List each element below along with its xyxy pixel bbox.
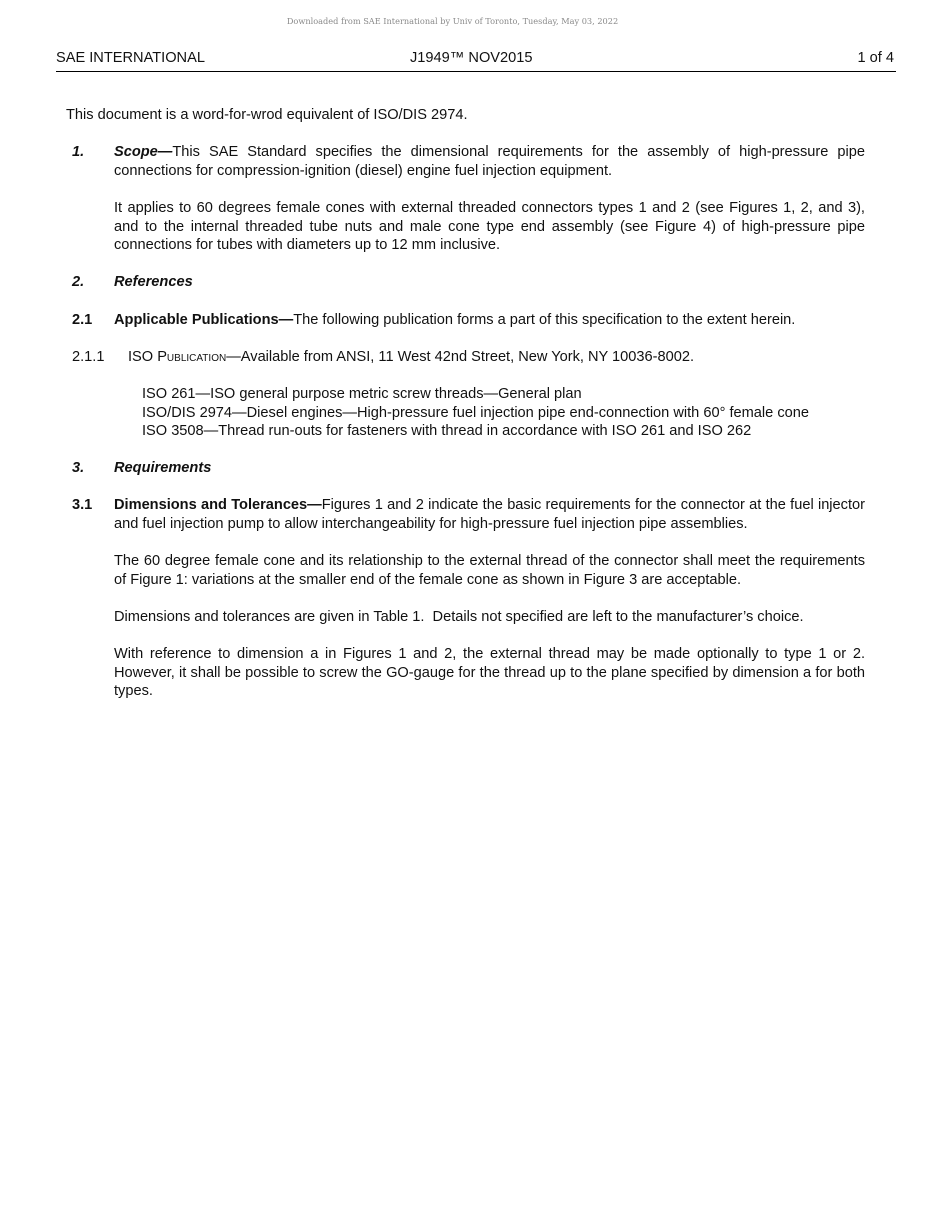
section-dimensions-tolerances	[66, 496, 865, 701]
reference-item: ISO 261—ISO general purpose metric screw threads—General plan	[142, 385, 582, 402]
section-title: Applicable Publications—	[114, 311, 294, 328]
section-text: The following publication forms a part of this specification to the extent herein.	[293, 311, 796, 328]
reference-item: ISO/DIS 2974—Diesel engines—High-pressure fuel injection pipe end-connection with 60° female cone	[142, 404, 809, 421]
section-number: 1.	[72, 144, 85, 161]
section-number: 3.1	[72, 497, 93, 514]
page-header	[56, 49, 896, 72]
reference-list	[142, 385, 865, 441]
dimensions-paragraph-4: With reference to dimension a in Figures 1 and 2, the external thread may be made optionally to type 1 or 2. However, it shall be possible to screw the GO-gauge for the thread up to the plane specified by dimension a for both types.	[114, 646, 865, 700]
section-references	[66, 273, 865, 292]
section-scope	[66, 143, 865, 255]
section-applicable-publications	[66, 311, 865, 330]
section-text: This SAE Standard specifies the dimensional requirements for the assembly of high-pressure pipe connections for compression-ignition (diesel) engine fuel injection equipment.	[114, 144, 865, 179]
section-title: References	[114, 274, 193, 291]
reference-item: ISO 3508—Thread run-outs for fasteners with thread in accordance with ISO 261 and ISO 262	[142, 423, 752, 440]
section-number: 2.	[72, 274, 85, 291]
iso-publication-paragraph	[128, 348, 865, 367]
download-watermark: Downloaded from SAE International by Univ of Toronto, Tuesday, May 03, 2022	[286, 16, 619, 26]
applicable-paragraph	[114, 311, 865, 330]
document-body	[66, 106, 865, 701]
section-text: Figures 1 and 2 indicate the basic requirements for the connector at the fuel injector and fuel injection pump to allow interchangeability for high-pressure fuel injection pipe assemblies.	[114, 497, 865, 533]
section-requirements	[66, 459, 865, 478]
section-title: Dimensions and Tolerances—	[114, 497, 322, 514]
dimensions-paragraph-3: Dimensions and tolerances are given in Table 1. Details not specified are left to the manufacturer’s choice.	[114, 609, 804, 626]
header-page-number: 1 of 4	[857, 50, 894, 66]
header-document-id: J1949™ NOV2015	[410, 50, 533, 66]
section-title: Requirements	[114, 460, 212, 477]
header-organization: SAE INTERNATIONAL	[56, 50, 205, 66]
section-title: ISO Publication	[128, 348, 227, 365]
scope-paragraph-2: It applies to 60 degrees female cones with external threaded connectors types 1 and 2 (see Figures 1, 2, and 3), and to the internal threaded tube nuts and male cone type end assembly (see Figure 4) of high-pressure pipe connections for tubes with diameters up to 12 mm inclusive.	[114, 199, 865, 254]
section-text: —Available from ANSI, 11 West 42nd Street, New York, NY 10036-8002.	[226, 348, 695, 365]
section-number: 2.1	[72, 311, 93, 328]
section-iso-publication	[66, 348, 865, 441]
section-number: 3.	[72, 460, 85, 477]
dimensions-paragraph-2: The 60 degree female cone and its relationship to the external thread of the connector shall meet the requirements of Figure 1: variations at the smaller end of the female cone as shown in Figure 3 are acceptable.	[114, 553, 865, 588]
dimensions-paragraph	[114, 496, 865, 533]
section-title: Scope—	[114, 144, 173, 161]
scope-paragraph	[114, 143, 865, 180]
section-number: 2.1.1	[72, 348, 105, 365]
intro-paragraph: This document is a word-for-wrod equivalent of ISO/DIS 2974.	[66, 107, 468, 123]
